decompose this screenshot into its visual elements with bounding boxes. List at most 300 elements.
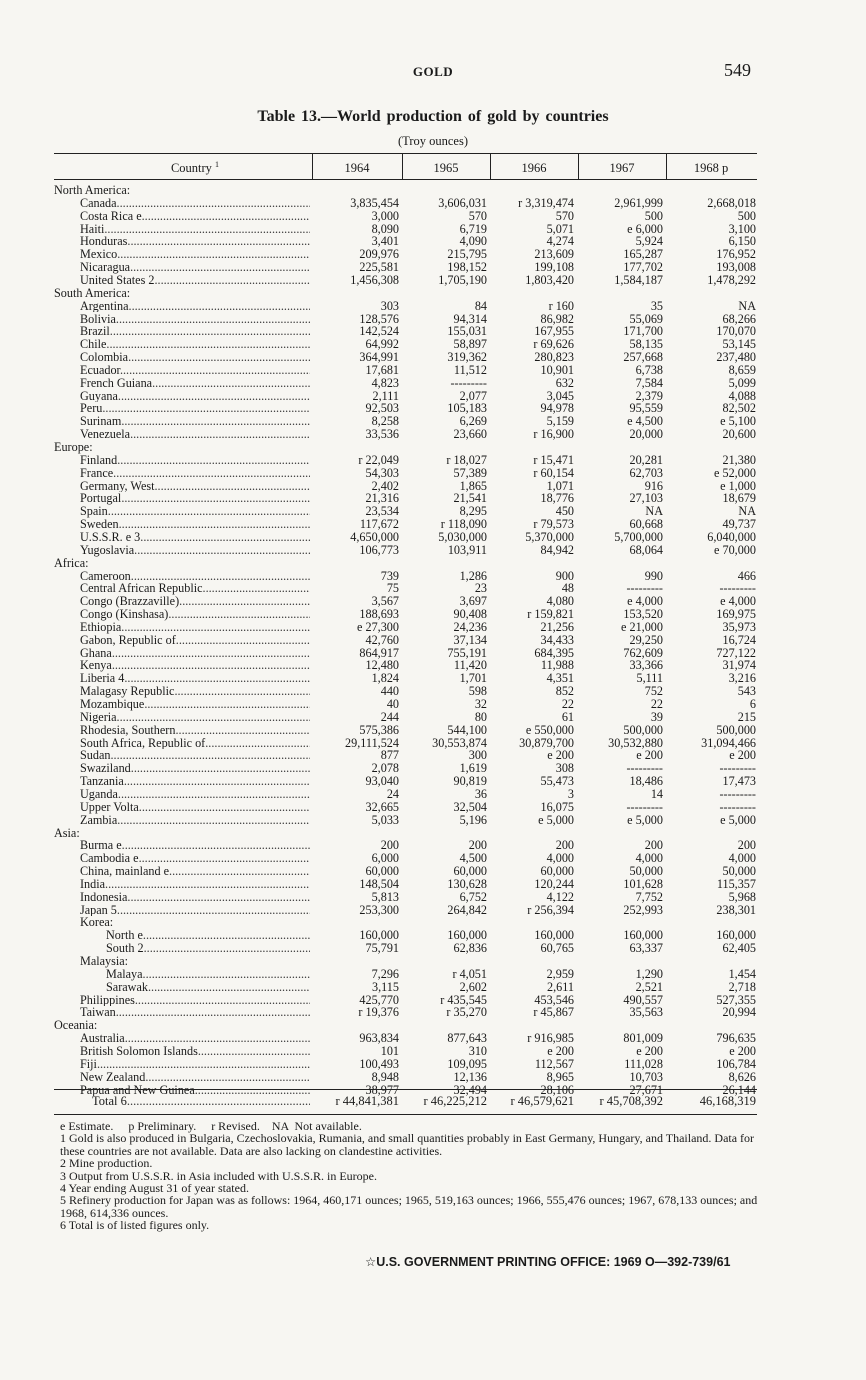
row-label: Papua and New Guinea .....: [80, 1084, 310, 1097]
row-label: North e .....: [106, 929, 310, 942]
table-row: [0, 621, 866, 634]
table-cell: 33,366: [629, 658, 663, 673]
table-cell: 1,803,420: [525, 272, 574, 287]
table-cell: 12,136: [453, 1069, 487, 1084]
table-cell: 16,724: [722, 632, 756, 647]
table-cell: 200: [555, 838, 574, 853]
table-cell: 39: [650, 709, 663, 724]
table-cell: 120,244: [534, 876, 574, 891]
total-cell: r 44,841,381: [335, 1094, 399, 1108]
row-label: Kenya .....: [80, 659, 310, 672]
row-label: Taiwan .....: [80, 1006, 310, 1019]
table-cell: 762,609: [623, 645, 663, 660]
table-cell: 5,370,000: [525, 529, 574, 544]
table-cell: 852: [555, 684, 574, 699]
table-cell: 490,557: [623, 992, 663, 1007]
row-label: Ghana .....: [80, 647, 310, 660]
table-cell: 500: [644, 208, 663, 223]
table-cell: 752: [644, 684, 663, 699]
row-label: Liberia 4 .....: [80, 672, 310, 685]
table-cell: 22: [650, 697, 663, 711]
row-label: Asia:: [54, 826, 80, 840]
table-cell: 55,069: [629, 311, 663, 326]
table-cell: 6,040,000: [707, 529, 756, 544]
table-cell: 2,668,018: [707, 195, 756, 210]
table-cell: 3,216: [728, 671, 756, 686]
table-cell: e 200: [547, 1043, 574, 1058]
table-row: [0, 814, 866, 827]
row-label: Sarawak .....: [106, 981, 310, 994]
table-cell: 6,269: [459, 414, 487, 429]
table-cell: 176,952: [716, 247, 756, 262]
table-row: [0, 634, 866, 647]
footnote-legend: e Estimate. p Preliminary. r Revised. NA Not available.: [60, 1119, 362, 1133]
row-label: Honduras .....: [80, 235, 310, 248]
table-cell: 466: [737, 568, 756, 583]
table-cell: 40: [386, 697, 399, 711]
table-row: [0, 518, 866, 531]
table-cell: 21,541: [453, 491, 487, 506]
table-cell: 18,486: [629, 774, 663, 789]
table-cell: 22: [561, 697, 574, 711]
table-cell: e 5,000: [720, 812, 756, 827]
table-row: [0, 968, 866, 981]
table-cell: ---------: [719, 581, 756, 596]
row-label: Mozambique .....: [80, 698, 310, 711]
footnote: 3 Output from U.S.S.R. in Asia included with U.S.S.R. in Europe.: [60, 1168, 378, 1183]
table-cell: 5,071: [546, 221, 574, 236]
table-cell: 7,752: [635, 889, 663, 904]
row-label: Nicaragua .....: [80, 261, 310, 274]
table-cell: 55,473: [540, 774, 574, 789]
table-cell: 32,504: [453, 799, 487, 814]
table-row: [0, 210, 866, 223]
table-cell: 2,961,999: [614, 195, 663, 210]
table-cell: 453,546: [534, 992, 574, 1007]
table-cell: 20,600: [722, 427, 756, 442]
page-number: 549: [724, 60, 751, 80]
table-cell: 598: [468, 684, 487, 699]
table-cell: 450: [555, 504, 574, 519]
table-cell: 200: [737, 838, 756, 853]
table-cell: 92,503: [365, 401, 399, 416]
table-cell: 253,300: [359, 902, 399, 917]
table-cell: 425,770: [359, 992, 399, 1007]
row-label: Gabon, Republic of .....: [80, 634, 310, 647]
table-cell: ---------: [626, 761, 663, 776]
table-cell: 684,395: [534, 645, 574, 660]
table-cell: 160,000: [534, 928, 574, 943]
table-cell: 527,355: [716, 992, 756, 1007]
row-label: Canada .....: [80, 197, 310, 210]
table-cell: 8,258: [371, 414, 399, 429]
table-cell: e 1,000: [720, 478, 756, 493]
row-label: Spain .....: [80, 505, 310, 518]
footnote: 4 Year ending August 31 of year stated.: [60, 1181, 249, 1196]
table-cell: 1,701: [459, 671, 487, 686]
table-row: [0, 351, 866, 364]
table-cell: 160,000: [359, 928, 399, 943]
table-row: [0, 672, 866, 685]
table-cell: NA: [738, 504, 756, 519]
table-cell: 257,668: [623, 350, 663, 365]
total-cell: 46,168,319: [699, 1094, 756, 1108]
row-label: South 2 .....: [106, 942, 310, 955]
table-cell: 1,290: [635, 966, 663, 981]
table-cell: 106,784: [716, 1056, 756, 1071]
table-cell: 38,977: [365, 1082, 399, 1097]
table-cell: 1,705,190: [438, 272, 487, 287]
footnote: 1 Gold is also produced in Bulgaria, Czechoslovakia, Rumania, and small quantities probably in East Germany, Hungary, and Thailand. Data for these countries are not available. Data are also lacking on clandestine activities.: [60, 1131, 755, 1158]
table-cell: 75: [386, 581, 399, 596]
table-cell: 165,287: [623, 247, 663, 262]
row-label: Korea:: [80, 916, 114, 930]
table-cell: 21,316: [365, 491, 399, 506]
table-cell: 7,584: [635, 375, 663, 390]
table-cell: e 52,000: [714, 465, 756, 480]
table-cell: 10,703: [629, 1069, 663, 1084]
table-cell: 100,493: [359, 1056, 399, 1071]
table-cell: 5,813: [371, 889, 399, 904]
table-cell: 4,080: [546, 594, 574, 609]
table-cell: e 4,000: [627, 594, 663, 609]
table-cell: 209,976: [359, 247, 399, 262]
row-label: Germany, West .....: [80, 480, 310, 493]
table-cell: 188,693: [359, 607, 399, 622]
table-cell: 58,135: [629, 337, 663, 352]
table-cell: 142,524: [359, 324, 399, 339]
table-cell: r 79,573: [533, 517, 574, 532]
table-cell: 877,643: [447, 1031, 487, 1046]
table-cell: 2,602: [459, 979, 487, 994]
table-cell: 90,819: [453, 774, 487, 789]
table-cell: 167,955: [534, 324, 574, 339]
table-cell: 54,303: [365, 465, 399, 480]
table-cell: 4,122: [546, 889, 574, 904]
table-cell: 109,095: [447, 1056, 487, 1071]
table-cell: 63,337: [629, 941, 663, 956]
table-cell: 225,581: [359, 260, 399, 275]
row-label: Indonesia .....: [80, 891, 310, 904]
table-cell: 3,567: [371, 594, 399, 609]
table-row: [0, 788, 866, 801]
table-cell: 1,584,187: [614, 272, 663, 287]
table-cell: 12,480: [365, 658, 399, 673]
row-label: Sudan .....: [80, 749, 310, 762]
table-cell: 264,842: [447, 902, 487, 917]
table-cell: r 256,394: [527, 902, 574, 917]
table-row: [0, 492, 866, 505]
row-label: Mexico .....: [80, 248, 310, 261]
table-cell: 500,000: [716, 722, 756, 737]
table-cell: 32,494: [453, 1082, 487, 1097]
table-cell: 106,773: [359, 542, 399, 557]
table-cell: 310: [468, 1043, 487, 1058]
table-cell: r 4,051: [452, 966, 487, 981]
table-cell: NA: [645, 504, 663, 519]
region-heading-row: [0, 184, 866, 197]
table-cell: 32,665: [365, 799, 399, 814]
row-label: U.S.S.R. e 3 .....: [80, 531, 310, 544]
table-cell: 3,100: [728, 221, 756, 236]
table-cell: 153,520: [623, 607, 663, 622]
table-row: [0, 300, 866, 313]
table-title: Table 13.—World production of gold by countries: [257, 108, 609, 125]
table-units: (Troy ounces): [397, 134, 469, 148]
table-cell: 10,901: [540, 362, 574, 377]
table-cell: 1,865: [459, 478, 487, 493]
table-cell: 21,380: [722, 452, 756, 467]
table-cell: 115,357: [716, 876, 756, 891]
table-cell: 94,314: [453, 311, 487, 326]
row-label: Zambia .....: [80, 814, 310, 827]
row-label: Costa Rica e .....: [80, 210, 310, 223]
table-cell: r 435,545: [440, 992, 487, 1007]
row-label: Bolivia .....: [80, 313, 310, 326]
table-cell: 2,078: [371, 761, 399, 776]
table-cell: 237,480: [716, 350, 756, 365]
row-label: Africa:: [54, 556, 89, 570]
table-cell: 7,296: [371, 966, 399, 981]
table-cell: 1,824: [371, 671, 399, 686]
row-label: British Solomon Islands .....: [80, 1045, 310, 1058]
row-label: Cameroon .....: [80, 570, 310, 583]
table-cell: r 159,821: [527, 607, 574, 622]
row-label: Malaya .....: [106, 968, 310, 981]
table-cell: 11,988: [540, 658, 574, 673]
column-header-1964: 1964: [344, 161, 370, 175]
table-cell: 3,697: [459, 594, 487, 609]
region-heading-row: [0, 287, 866, 300]
table-cell: 33,536: [365, 427, 399, 442]
row-label: Uganda .....: [80, 788, 310, 801]
header-bottom-rule: [54, 179, 757, 180]
row-label: Surinam .....: [80, 415, 310, 428]
table-top-rule: [54, 153, 757, 154]
table-cell: 916: [644, 478, 663, 493]
table-cell: 199,108: [534, 260, 574, 275]
table-cell: 18,776: [540, 491, 574, 506]
table-cell: 31,974: [722, 658, 756, 673]
table-cell: 6,752: [459, 889, 487, 904]
table-cell: r 18,027: [446, 452, 487, 467]
table-cell: 160,000: [623, 928, 663, 943]
table-cell: 2,077: [459, 388, 487, 403]
table-cell: 112,567: [534, 1056, 574, 1071]
table-cell: 4,351: [546, 671, 574, 686]
table-cell: e 5,000: [627, 812, 663, 827]
table-cell: 86,982: [540, 311, 574, 326]
footnotes: [60, 1120, 760, 1232]
table-cell: 200: [380, 838, 399, 853]
table-cell: r 15,471: [533, 452, 574, 467]
table-cell: 1,071: [546, 478, 574, 493]
table-cell: 111,028: [624, 1056, 663, 1071]
table-cell: 2,611: [547, 979, 574, 994]
table-cell: 93,040: [365, 774, 399, 789]
table-cell: 23,534: [365, 504, 399, 519]
table-cell: 105,183: [447, 401, 487, 416]
table-cell: 20,994: [722, 1005, 756, 1020]
table-cell: 8,948: [371, 1069, 399, 1084]
table-cell: 17,681: [365, 362, 399, 377]
table-cell: 3,115: [372, 979, 399, 994]
table-row: [0, 467, 866, 480]
table-cell: NA: [738, 298, 756, 313]
table-cell: 26,144: [722, 1082, 756, 1097]
table-row: [0, 724, 866, 737]
row-label: Tanzania .....: [80, 775, 310, 788]
table-row: [0, 454, 866, 467]
table-cell: 80: [474, 709, 487, 724]
table-cell: 90,408: [453, 607, 487, 622]
total-cell: r 46,225,212: [423, 1094, 487, 1108]
table-cell: 543: [737, 684, 756, 699]
table-cell: 95,559: [629, 401, 663, 416]
table-cell: 1,454: [728, 966, 756, 981]
table-row: [0, 531, 866, 544]
table-cell: 5,924: [635, 234, 663, 249]
table-cell: 170,070: [716, 324, 756, 339]
table-cell: 50,000: [722, 864, 756, 879]
row-label: Swaziland .....: [80, 762, 310, 775]
table-cell: 3,045: [546, 388, 574, 403]
row-label: Fiji .....: [80, 1058, 310, 1071]
table-cell: 2,379: [635, 388, 663, 403]
table-row: [0, 274, 866, 287]
table-cell: ---------: [626, 799, 663, 814]
table-cell: 84: [474, 298, 487, 313]
running-header: GOLD: [412, 64, 454, 79]
table-cell: 60,000: [540, 864, 574, 879]
row-label: China, mainland e .....: [80, 865, 310, 878]
table-cell: 215,795: [447, 247, 487, 262]
table-cell: ---------: [719, 761, 756, 776]
table-cell: 3,606,031: [438, 195, 487, 210]
table-cell: 8,295: [459, 504, 487, 519]
table-cell: 1,456,308: [350, 272, 399, 287]
table-cell: 42,760: [365, 632, 399, 647]
table-row: [0, 1032, 866, 1045]
row-label: Malaysia:: [80, 955, 129, 968]
row-label: Haiti .....: [80, 223, 310, 236]
table-cell: r 35,270: [446, 1005, 487, 1020]
row-label: South Africa, Republic of .....: [80, 737, 310, 750]
table-cell: 8,965: [546, 1069, 574, 1084]
table-cell: 29,111,524: [345, 735, 399, 750]
table-cell: 23: [474, 581, 487, 596]
table-cell: 5,968: [728, 889, 756, 904]
table-cell: 3,000: [371, 208, 399, 223]
table-cell: 24,236: [453, 619, 487, 634]
column-header-country: Country $^1$: [170, 159, 220, 175]
row-label: Upper Volta .....: [80, 801, 310, 814]
table-cell: 1,619: [459, 761, 487, 776]
table-cell: 128,576: [359, 311, 399, 326]
table-cell: 62,836: [453, 941, 487, 956]
table-cell: 755,191: [447, 645, 487, 660]
row-label: New Zealand .....: [80, 1071, 310, 1084]
row-label: Congo (Kinshasa) .....: [80, 608, 310, 621]
table-row: [0, 865, 866, 878]
table-cell: r 60,154: [533, 465, 574, 480]
table-cell: 29,250: [629, 632, 663, 647]
row-label: Colombia .....: [80, 351, 310, 364]
footnote: 6 Total is of listed figures only.: [60, 1218, 210, 1233]
table-cell: 27,671: [629, 1082, 663, 1097]
row-label: South America:: [54, 286, 131, 300]
table-row: [0, 544, 866, 557]
table-cell: 84,942: [540, 542, 574, 557]
table-cell: 36: [474, 786, 487, 801]
row-label: India .....: [80, 878, 310, 891]
table-cell: e 200: [636, 748, 663, 763]
table-cell: 35: [650, 298, 663, 313]
row-label: Ethiopia .....: [80, 621, 310, 634]
table-row: [0, 1058, 866, 1071]
table-cell: 500,000: [623, 722, 663, 737]
row-label: Oceania:: [54, 1019, 98, 1033]
table-cell: 877: [380, 748, 399, 763]
table-cell: 16,075: [540, 799, 574, 814]
row-label: Nigeria .....: [80, 711, 310, 724]
table-row: [0, 1045, 866, 1058]
row-label: Argentina .....: [80, 300, 310, 313]
table-cell: 130,628: [447, 876, 487, 891]
table-cell: 4,000: [546, 851, 574, 866]
table-cell: 6,719: [459, 221, 487, 236]
table-cell: 5,111: [636, 671, 663, 686]
table-cell: 60,765: [540, 941, 574, 956]
footnote: 5 Refinery production for Japan was as follows: 1964, 460,171 ounces; 1965, 519,163 ounces; 1966, 555,476 ounces; 1967, 678,133 ounces; and 1968, 614,336 ounces.: [60, 1193, 758, 1220]
table-cell: 215: [737, 709, 756, 724]
table-cell: e 200: [729, 1043, 756, 1058]
table-cell: 200: [468, 838, 487, 853]
table-cell: 308: [555, 761, 574, 776]
table-cell: 500: [737, 208, 756, 223]
column-header-1968: 1968 p: [693, 161, 729, 175]
row-label: North America:: [54, 184, 131, 197]
table-cell: 148,504: [359, 876, 399, 891]
row-label: Brazil .....: [80, 325, 310, 338]
table-row: [0, 428, 866, 441]
table-cell: 5,196: [459, 812, 487, 827]
table-cell: 193,008: [716, 260, 756, 275]
table-cell: 8,659: [728, 362, 756, 377]
row-label: French Guiana .....: [80, 377, 310, 390]
table-cell: e 200: [636, 1043, 663, 1058]
table-cell: 101: [380, 1043, 399, 1058]
table-cell: 68,064: [629, 542, 663, 557]
table-cell: 4,823: [371, 375, 399, 390]
table-cell: 900: [555, 568, 574, 583]
region-heading-row: [0, 557, 866, 570]
table-cell: r 45,867: [533, 1005, 574, 1020]
table-cell: 2,402: [371, 478, 399, 493]
table-cell: 575,386: [359, 722, 399, 737]
table-cell: 18,679: [722, 491, 756, 506]
table-cell: 252,993: [623, 902, 663, 917]
row-label: Rhodesia, Southern .....: [80, 724, 310, 737]
table-cell: 155,031: [447, 324, 487, 339]
table-cell: 35,563: [629, 1005, 663, 1020]
row-label: Ecuador .....: [80, 364, 310, 377]
table-cell: 2,521: [635, 979, 663, 994]
table-cell: 27,103: [629, 491, 663, 506]
row-label: Venezuela .....: [80, 428, 310, 441]
table-row: [0, 698, 866, 711]
table-cell: 3,835,454: [350, 195, 399, 210]
